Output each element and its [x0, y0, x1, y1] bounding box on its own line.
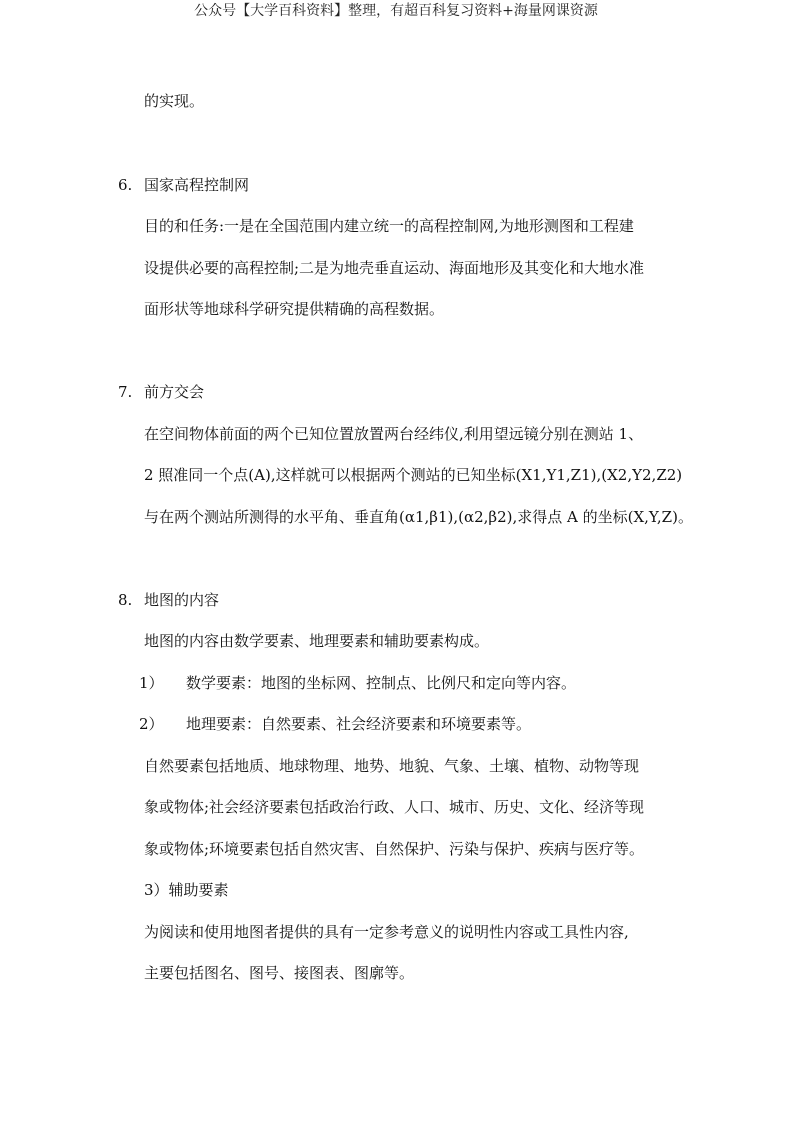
- list-item: 数学要素：地图的坐标网、控制点、比例尺和定向等内容。: [186, 674, 577, 692]
- paragraph-line: 设提供必要的高程控制;二是为地壳垂直运动、海面地形及其变化和大地水准: [144, 259, 645, 277]
- paragraph-line: 象或物体;社会经济要素包括政治行政、人口、城市、历史、文化、经济等现: [144, 798, 645, 816]
- section-number: 7.: [118, 383, 133, 401]
- paragraph-line: 在空间物体前面的两个已知位置放置两台经纬仪,利用望远镜分别在测站 1、: [144, 425, 644, 443]
- list-item-number: 1）: [139, 674, 164, 692]
- list-item: 地理要素：自然要素、社会经济要素和环境要素等。: [186, 715, 532, 733]
- page-header: 公众号【大学百科资料】整理，有超百科复习资料+海量网课资源: [194, 3, 598, 19]
- paragraph-line: 的实现。: [144, 92, 205, 110]
- list-item-number: 2）: [139, 715, 164, 733]
- section-title: 地图的内容: [144, 591, 220, 609]
- list-item: 3）辅助要素: [144, 881, 229, 899]
- section-title: 前方交会: [144, 383, 205, 401]
- paragraph-line: 目的和任务:一是在全国范围内建立统一的高程控制网,为地形测图和工程建: [144, 217, 634, 235]
- paragraph-line: 自然要素包括地质、地球物理、地势、地貌、气象、土壤、植物、动物等现: [144, 757, 640, 775]
- paragraph-line: 2 照准同一个点(A),这样就可以根据两个测站的已知坐标(X1,Y1,Z1),(X2,Y2,Z2): [144, 466, 683, 484]
- paragraph-line: 面形状等地球科学研究提供精确的高程数据。: [144, 300, 445, 318]
- section-number: 6.: [118, 176, 133, 194]
- paragraph-line: 为阅读和使用地图者提供的具有一定参考意义的说明性内容或工具性内容,: [144, 923, 629, 941]
- paragraph-line: 地图的内容由数学要素、地理要素和辅助要素构成。: [144, 632, 490, 650]
- section-title: 国家高程控制网: [144, 176, 250, 194]
- section-number: 8.: [118, 591, 133, 609]
- paragraph-line: 象或物体;环境要素包括自然灾害、自然保护、污染与保护、疾病与医疗等。: [144, 840, 645, 858]
- paragraph-line: 与在两个测站所测得的水平角、垂直角(α1,β1),(α2,β2),求得点 A 的坐标(X,Y,Z)。: [144, 508, 693, 526]
- paragraph-line: 主要包括图名、图号、接图表、图廓等。: [144, 964, 415, 982]
